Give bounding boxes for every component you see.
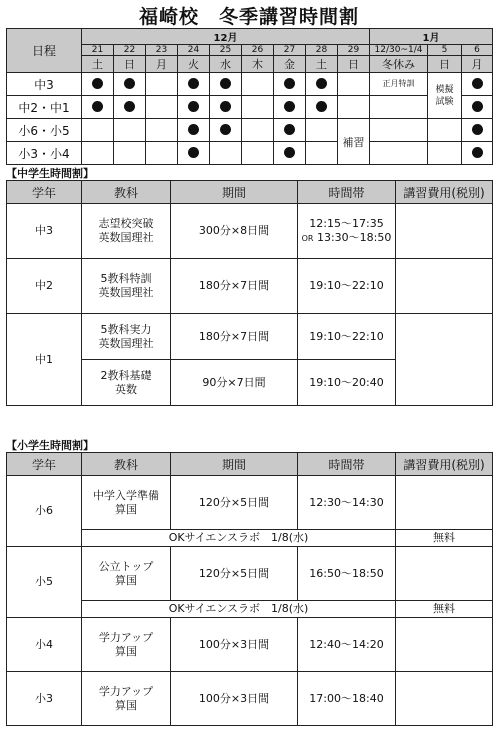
calendar-cell — [210, 142, 242, 165]
science-lab-cell: OKサイエンスラボ 1/8(水) — [82, 530, 396, 547]
col-header: 学年 — [7, 181, 82, 204]
weekday-cell: 火 — [178, 56, 210, 73]
weekday-cell: 日 — [338, 56, 370, 73]
calendar-cell — [274, 119, 306, 142]
fee-cell — [396, 259, 493, 314]
calendar-cell — [338, 96, 370, 119]
calendar-cell — [242, 96, 274, 119]
weekday-cell: 土 — [306, 56, 338, 73]
subject-line: 算国 — [115, 698, 137, 712]
col-header: 期間 — [171, 181, 298, 204]
subject-line: 中学入学準備 — [93, 488, 159, 502]
subject-line: 算国 — [115, 502, 137, 516]
mogi-line1: 模擬 — [435, 84, 454, 95]
science-lab-cell: OKサイエンスラボ 1/8(水) — [82, 601, 396, 618]
time-cell: 19:10～22:10 — [298, 259, 396, 314]
grade-cell: 小5 — [7, 547, 82, 618]
row-label: 小6・小5 — [7, 119, 82, 142]
calendar-cell — [210, 96, 242, 119]
subject-line: 算国 — [115, 644, 137, 658]
calendar-cell — [370, 142, 428, 165]
subject-line: 英数国理社 — [98, 336, 154, 350]
calendar-cell — [146, 142, 178, 165]
weekday-cell: 冬休み — [370, 56, 428, 73]
period-cell: 120分×5日間 — [171, 547, 298, 601]
day-cell: 23 — [146, 45, 178, 56]
col-header: 期間 — [171, 453, 298, 476]
period-cell: 90分×7日間 — [171, 360, 298, 406]
col-header: 教科 — [82, 181, 171, 204]
session-dot-icon — [472, 147, 483, 158]
calendar-cell — [462, 73, 493, 96]
or-label: OR — [301, 233, 314, 243]
junior-section-title: 【中学生時間割】 — [6, 167, 94, 180]
grade-cell: 小4 — [7, 618, 82, 672]
session-dot-icon — [188, 101, 199, 112]
weekday-cell: 水 — [210, 56, 242, 73]
time-line: 13:30～18:50 — [316, 230, 392, 244]
time-cell: 16:50～18:50 — [298, 547, 396, 601]
period-cell: 180分×7日間 — [171, 259, 298, 314]
period-cell: 180分×7日間 — [171, 314, 298, 360]
session-dot-icon — [220, 101, 231, 112]
session-dot-icon — [220, 78, 231, 89]
calendar-cell — [82, 73, 114, 96]
weekday-cell: 月 — [146, 56, 178, 73]
calendar-cell — [114, 142, 146, 165]
period-cell: 100分×3日間 — [171, 672, 298, 726]
time-cell: 19:10～22:10 — [298, 314, 396, 360]
subject-cell — [82, 360, 171, 406]
table-row — [7, 204, 493, 259]
day-cell: 29 — [338, 45, 370, 56]
session-dot-icon — [316, 101, 327, 112]
calendar-cell — [146, 96, 178, 119]
elementary-section-title: 【小学生時間割】 — [6, 439, 94, 452]
calendar-cell — [462, 119, 493, 142]
session-dot-icon — [284, 147, 295, 158]
calendar-cell — [274, 96, 306, 119]
calendar-cell — [114, 96, 146, 119]
day-cell: 12/30~1/4 — [370, 45, 428, 56]
session-dot-icon — [316, 78, 327, 89]
col-header: 教科 — [82, 453, 171, 476]
subject-cell — [82, 672, 171, 726]
period-cell: 300分×8日間 — [171, 204, 298, 259]
calendar-cell — [114, 73, 146, 96]
calendar-cell — [146, 73, 178, 96]
hoshu-label: 補習 — [338, 119, 370, 165]
col-header: 講習費用(税別) — [396, 181, 493, 204]
day-cell: 26 — [242, 45, 274, 56]
time-cell: 17:00～18:40 — [298, 672, 396, 726]
subject-line: 公立トップ — [98, 559, 154, 573]
subject-cell — [82, 476, 171, 530]
calendar-cell — [146, 119, 178, 142]
table-row — [7, 618, 493, 672]
subject-line: 英数 — [115, 382, 137, 396]
subject-line: 5教科実力 — [100, 322, 152, 336]
subject-line: 英数国理社 — [98, 286, 154, 299]
grade-cell: 中3 — [7, 204, 82, 259]
session-dot-icon — [284, 124, 295, 135]
session-dot-icon — [220, 124, 231, 135]
table-row — [7, 672, 493, 726]
session-dot-icon — [188, 147, 199, 158]
subject-cell — [82, 314, 171, 360]
time-cell — [298, 204, 396, 259]
calendar-cell — [462, 96, 493, 119]
calendar-cell — [242, 119, 274, 142]
subject-line: 算国 — [115, 573, 137, 587]
calendar-cell — [428, 119, 462, 142]
session-dot-icon — [188, 124, 199, 135]
calendar-cell — [370, 119, 428, 142]
time-line: 12:15～17:35 — [309, 216, 384, 230]
session-dot-icon — [124, 78, 135, 89]
day-cell: 22 — [114, 45, 146, 56]
calendar-label-header: 日程 — [7, 29, 82, 73]
calendar-cell — [274, 142, 306, 165]
session-dot-icon — [472, 78, 483, 89]
subject-line: 5教科特訓 — [100, 272, 152, 285]
calendar-cell — [210, 73, 242, 96]
fee-cell — [396, 547, 493, 601]
row-label: 中2・中1 — [7, 96, 82, 119]
calendar-cell — [82, 96, 114, 119]
session-dot-icon — [472, 124, 483, 135]
col-header: 時間帯 — [298, 453, 396, 476]
subject-line: 学力アップ — [98, 684, 154, 698]
time-cell: 12:30～14:30 — [298, 476, 396, 530]
subject-line: 2教科基礎 — [100, 368, 152, 382]
period-cell: 100分×3日間 — [171, 618, 298, 672]
mogi-label — [428, 73, 462, 119]
calendar-cell — [210, 119, 242, 142]
session-dot-icon — [284, 78, 295, 89]
table-row — [7, 547, 493, 601]
subject-cell — [82, 618, 171, 672]
col-header: 講習費用(税別) — [396, 453, 493, 476]
weekday-cell: 土 — [82, 56, 114, 73]
fee-cell — [396, 618, 493, 672]
calendar-cell — [82, 142, 114, 165]
page-title: 福崎校 冬季講習時間割 — [138, 6, 359, 28]
weekday-cell: 金 — [274, 56, 306, 73]
calendar-cell — [370, 96, 428, 119]
subject-line: 志望校突破 — [98, 217, 154, 230]
calendar-cell — [178, 119, 210, 142]
day-cell: 24 — [178, 45, 210, 56]
calendar-cell — [242, 73, 274, 96]
session-dot-icon — [124, 101, 135, 112]
time-cell: 12:40～14:20 — [298, 618, 396, 672]
calendar-cell — [178, 73, 210, 96]
month-jan: 1月 — [370, 29, 493, 45]
calendar-cell — [306, 96, 338, 119]
fee-cell — [396, 672, 493, 726]
calendar-cell — [462, 142, 493, 165]
row-label: 中3 — [7, 73, 82, 96]
mogi-line2: 試験 — [435, 96, 454, 107]
day-cell: 5 — [428, 45, 462, 56]
session-dot-icon — [188, 78, 199, 89]
grade-cell: 小6 — [7, 476, 82, 547]
calendar-cell — [274, 73, 306, 96]
subject-line: 学力アップ — [98, 630, 154, 644]
shogatsu-label: 正月特訓 — [370, 73, 428, 96]
day-cell: 25 — [210, 45, 242, 56]
grade-cell: 小3 — [7, 672, 82, 726]
calendar-cell — [82, 119, 114, 142]
table-row — [7, 259, 493, 314]
subject-line: 英数国理社 — [98, 231, 154, 244]
calendar-cell — [306, 119, 338, 142]
subject-cell — [82, 547, 171, 601]
calendar-cell — [338, 73, 370, 96]
calendar-cell — [428, 142, 462, 165]
grade-cell: 中2 — [7, 259, 82, 314]
session-dot-icon — [284, 101, 295, 112]
day-cell: 6 — [462, 45, 493, 56]
col-header: 学年 — [7, 453, 82, 476]
session-dot-icon — [92, 101, 103, 112]
calendar-cell — [114, 119, 146, 142]
row-label: 小3・小4 — [7, 142, 82, 165]
schedule-calendar — [6, 28, 493, 165]
calendar-cell — [242, 142, 274, 165]
table-row — [7, 314, 493, 360]
weekday-cell: 日 — [114, 56, 146, 73]
col-header: 時間帯 — [298, 181, 396, 204]
month-dec: 12月 — [82, 29, 370, 45]
weekday-cell: 月 — [462, 56, 493, 73]
subject-cell — [82, 204, 171, 259]
fee-cell: 無料 — [396, 601, 493, 618]
period-cell: 120分×5日間 — [171, 476, 298, 530]
elementary-schedule-table — [6, 452, 493, 726]
subject-cell — [82, 259, 171, 314]
fee-cell — [396, 204, 493, 259]
calendar-cell — [178, 142, 210, 165]
calendar-cell — [178, 96, 210, 119]
grade-cell: 中1 — [7, 314, 82, 406]
junior-schedule-table — [6, 180, 493, 406]
fee-cell: 無料 — [396, 530, 493, 547]
calendar-cell — [306, 142, 338, 165]
weekday-cell: 木 — [242, 56, 274, 73]
session-dot-icon — [472, 101, 483, 112]
session-dot-icon — [92, 78, 103, 89]
time-cell: 19:10～20:40 — [298, 360, 396, 406]
day-cell: 27 — [274, 45, 306, 56]
day-cell: 28 — [306, 45, 338, 56]
fee-cell — [396, 476, 493, 530]
calendar-cell — [306, 73, 338, 96]
weekday-cell: 日 — [428, 56, 462, 73]
day-cell: 21 — [82, 45, 114, 56]
fee-cell — [396, 314, 493, 406]
table-row — [7, 476, 493, 530]
